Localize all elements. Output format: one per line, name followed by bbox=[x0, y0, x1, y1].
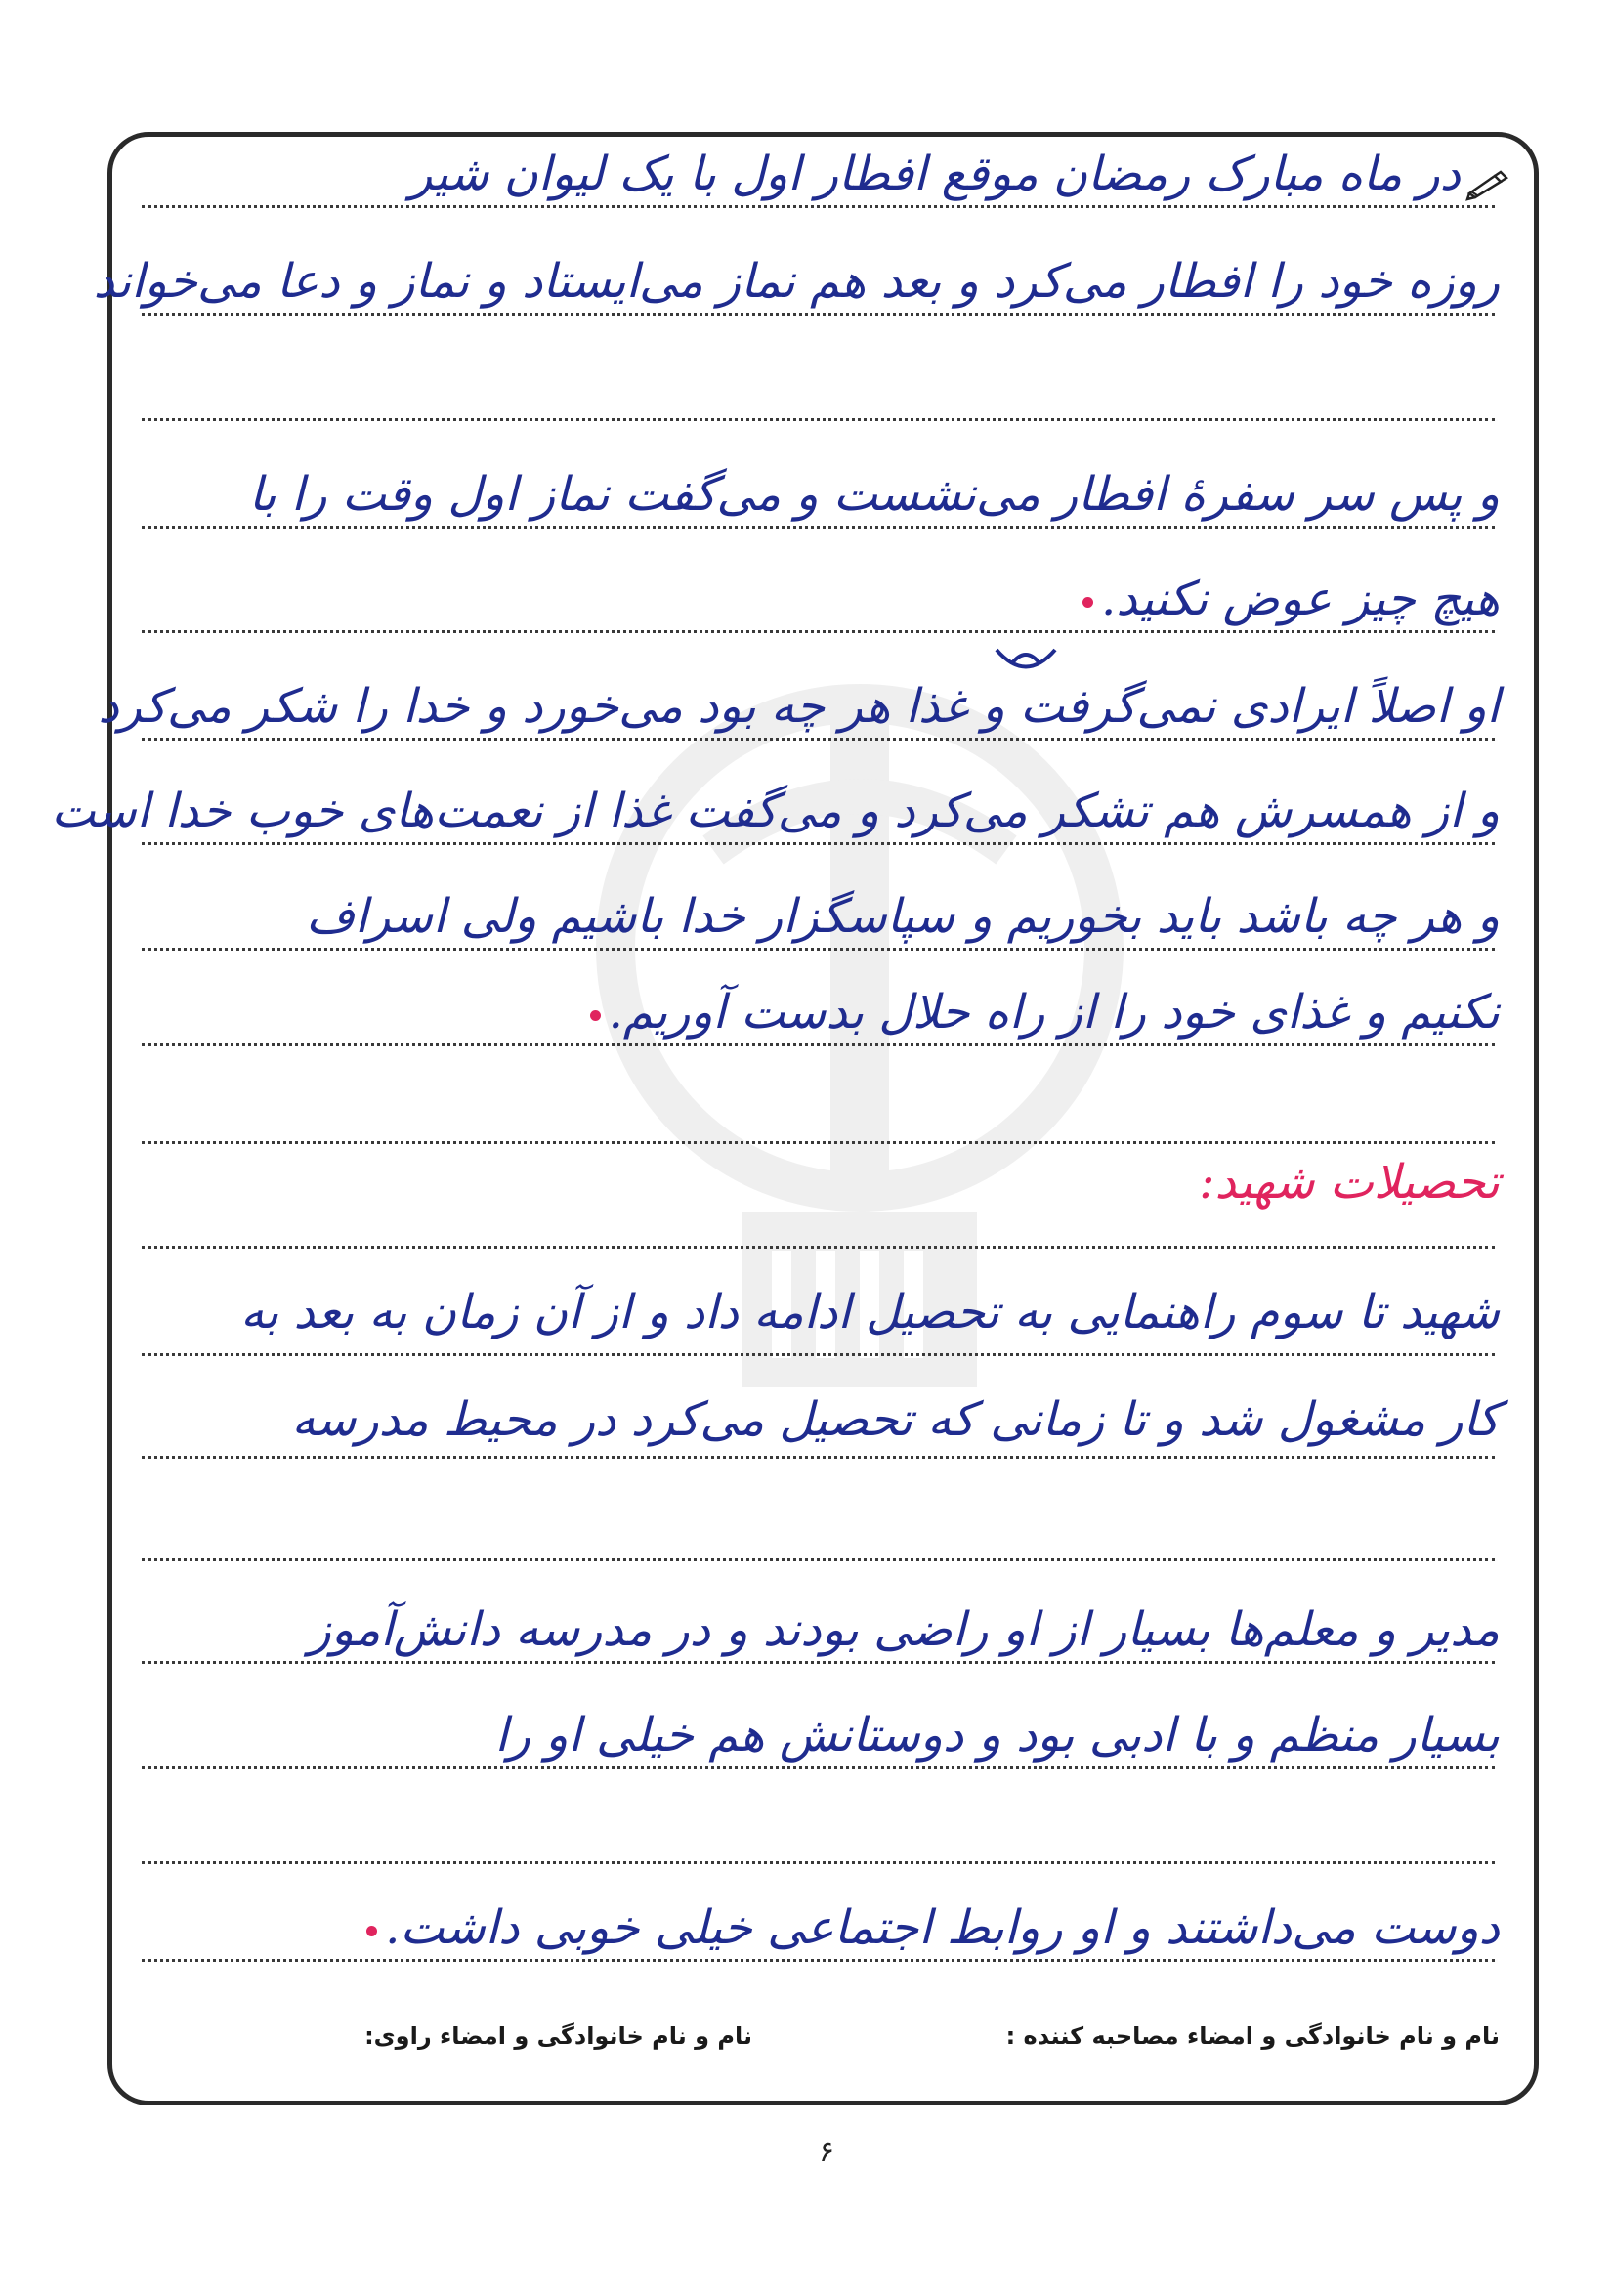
dotted-rule bbox=[142, 738, 1495, 741]
red-ink-mark bbox=[366, 1926, 377, 1936]
dotted-rule bbox=[142, 1959, 1495, 1962]
section-heading: تحصیلات شهید: bbox=[1199, 1155, 1500, 1210]
dotted-rule bbox=[142, 205, 1495, 208]
handwritten-line: او اصلاً ایرادی نمی‌گرفت و غذا هر چه بود می‌خورد و خدا را شکر می‌کرد bbox=[98, 679, 1500, 734]
handwritten-text: دوست می‌داشتند و او روابط اجتماعی خیلی خوبی داشت. bbox=[385, 1900, 1500, 1955]
handwritten-line: کار مشغول شد و تا زمانی که تحصیل می‌کرد در محیط مدرسه bbox=[291, 1392, 1500, 1447]
dotted-rule bbox=[142, 1766, 1495, 1769]
handwritten-line: مدیر و معلم‌ها بسیار از او راضی بودند و در مدرسه دانش‌آموز bbox=[308, 1602, 1500, 1657]
handwritten-line bbox=[83, 983, 1500, 1042]
handwritten-line bbox=[83, 1898, 1500, 1957]
pen-writing-icon bbox=[1465, 168, 1510, 201]
handwritten-line: شهید تا سوم راهنمایی به تحصیل ادامه داد و از آن زمان به بعد به bbox=[240, 1285, 1500, 1339]
page-number: ۶ bbox=[819, 2135, 835, 2169]
dotted-rule bbox=[142, 1558, 1495, 1561]
dotted-rule bbox=[142, 1141, 1495, 1144]
handwritten-text: نکنیم و غذای خود را از راه حلال بدست آوریم. bbox=[608, 985, 1500, 1040]
handwritten-line: بسیار منظم و با ادبی بود و دوستانش هم خیلی او را bbox=[494, 1708, 1500, 1763]
handwritten-line: در ماه مبارک رمضان موقع افطار اول با یک لیوان شیر bbox=[409, 147, 1461, 201]
handwritten-text: هیچ چیز عوض نکنید. bbox=[1101, 572, 1500, 626]
handwritten-line: و پس سر سفرهٔ افطار می‌نشست و می‌گفت نماز اول وقت را با bbox=[248, 467, 1500, 522]
red-ink-mark bbox=[1082, 597, 1093, 608]
handwritten-line: و هر چه باشد باید بخوریم و سپاسگزار خدا باشیم ولی اسراف bbox=[306, 889, 1500, 944]
dotted-rule bbox=[142, 1661, 1495, 1664]
narrator-signature-label: نام و نام خانوادگی و امضاء راوی: bbox=[364, 2022, 752, 2050]
dotted-rule bbox=[142, 1043, 1495, 1046]
red-ink-mark bbox=[590, 1010, 601, 1021]
dotted-rule bbox=[142, 1246, 1495, 1249]
handwritten-line: و از همسرش هم تشکر می‌کرد و می‌گفت غذا از نعمت‌های خوب خدا است bbox=[51, 784, 1500, 838]
dotted-rule bbox=[142, 842, 1495, 845]
handwritten-line bbox=[83, 570, 1500, 628]
dotted-rule bbox=[142, 313, 1495, 316]
dotted-rule bbox=[142, 418, 1495, 421]
handwritten-line: روزه خود را افطار می‌کرد و بعد هم نماز می‌ایستاد و نماز و دعا می‌خواند bbox=[93, 254, 1500, 309]
dotted-rule bbox=[142, 526, 1495, 529]
dotted-rule bbox=[142, 630, 1495, 633]
dotted-rule bbox=[142, 1353, 1495, 1356]
interviewer-signature-label: نام و نام خانوادگی و امضاء مصاحبه کننده : bbox=[1005, 2022, 1500, 2050]
dotted-rule bbox=[142, 1456, 1495, 1459]
dotted-rule bbox=[142, 1861, 1495, 1864]
dotted-rule bbox=[142, 948, 1495, 951]
